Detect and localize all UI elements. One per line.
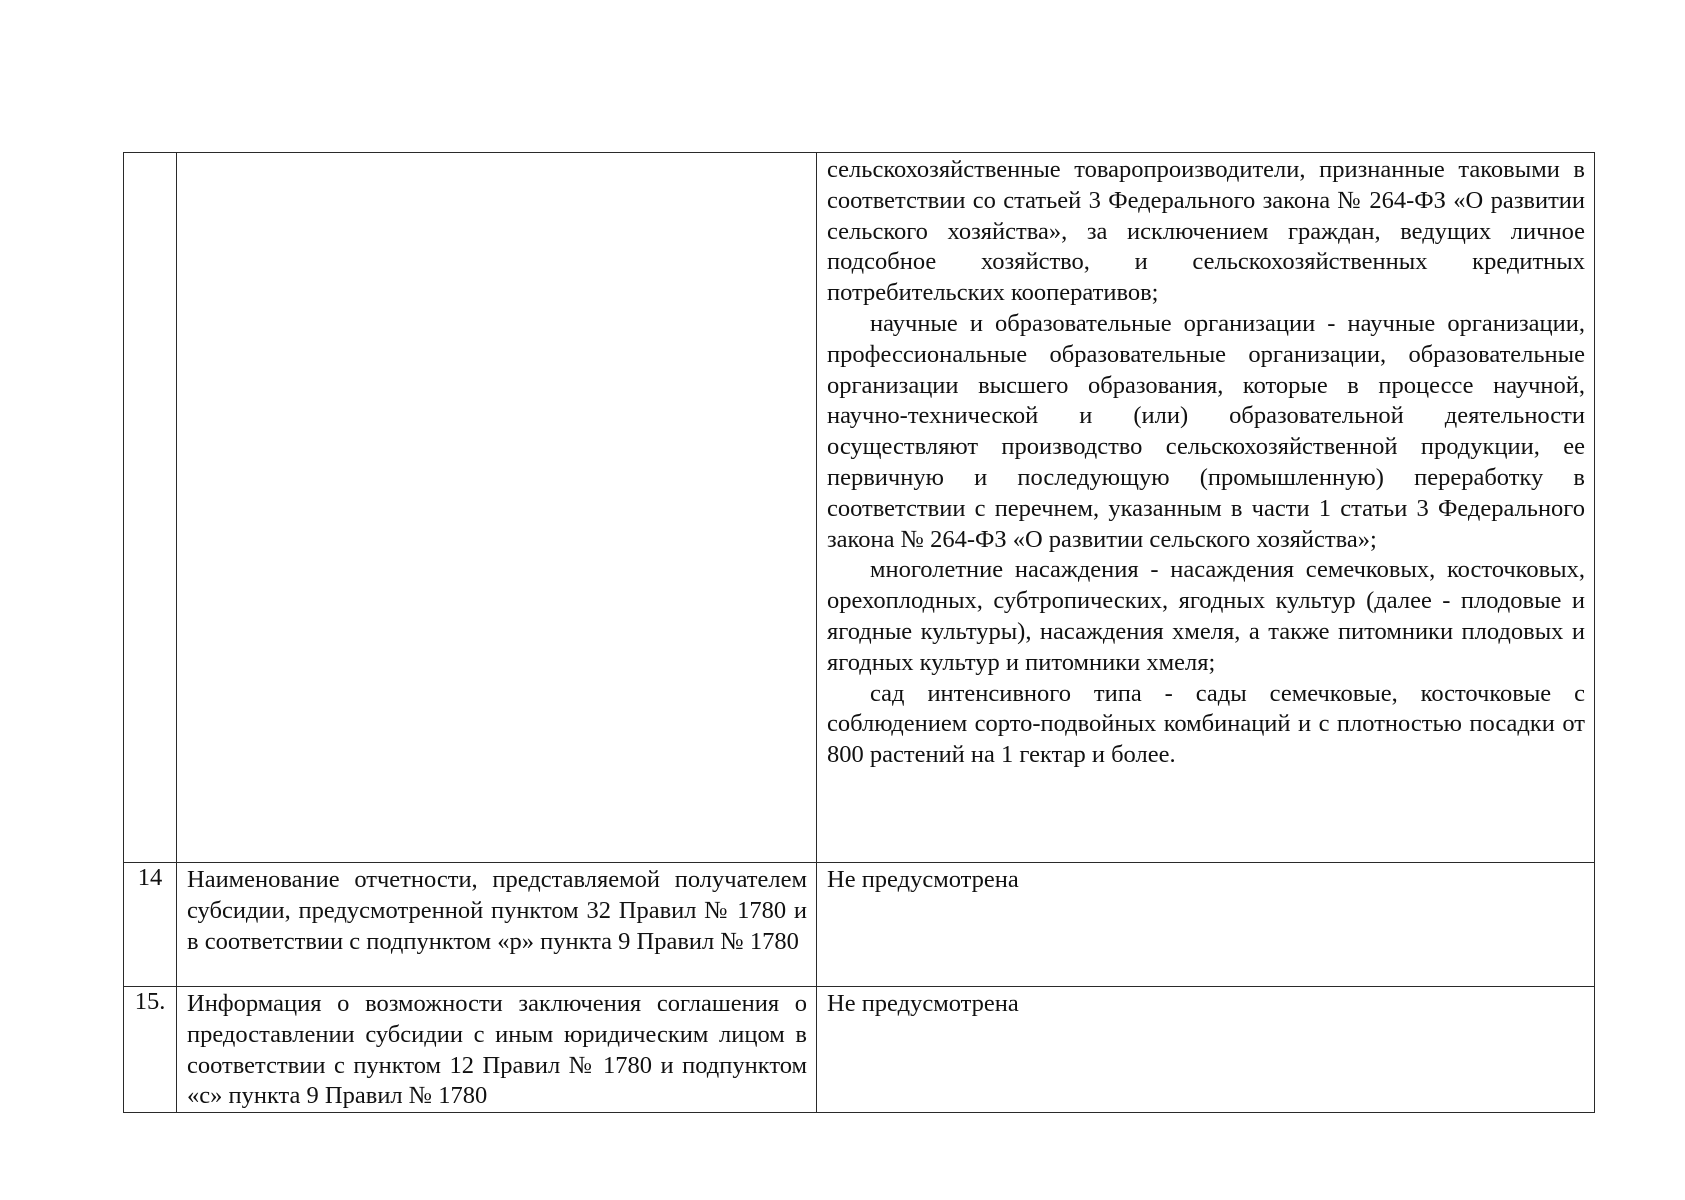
row-value-cell bbox=[817, 153, 1595, 863]
table-row bbox=[124, 153, 1595, 863]
row-number-cell bbox=[124, 153, 177, 863]
row-name-text: Информация о возможности заключения соглашения о предоставлении субсидии с иным юридическим лицом в соответствии с пунктом 12 Правил № 1780 и подпунктом «с» пункта 9 Правил № 1780 bbox=[187, 990, 807, 1110]
row-name-cell bbox=[177, 987, 817, 1113]
row-number-cell: 15. bbox=[124, 987, 177, 1113]
row-value-text bbox=[817, 153, 1594, 771]
row-value-text: Не предусмотрена bbox=[827, 990, 1019, 1017]
row-name-cell bbox=[177, 153, 817, 863]
row-value-cell bbox=[817, 863, 1595, 987]
subsidy-table bbox=[123, 152, 1595, 1113]
definition-paragraph: сад интенсивного типа - сады семечковые, косточковые с соблюдением сорто-подвойных комбинаций и с плотностью посадки от 800 растений на 1 гектар и более. bbox=[827, 679, 1585, 769]
definition-paragraph: сельскохозяйственные товаропроизводители, признанные таковыми в соответствии со статьей 3 Федерального закона № 264-ФЗ «О развитии сельского хозяйства», за исключением граждан, ведущих личное подсобное хозяйство, и сельскохозяйственных кредитных потребительских кооперативов; bbox=[827, 156, 1585, 307]
table-row bbox=[124, 863, 1595, 987]
table-row bbox=[124, 987, 1595, 1113]
row-name-text bbox=[177, 153, 816, 155]
row-name-cell bbox=[177, 863, 817, 987]
row-value-cell bbox=[817, 987, 1595, 1113]
definition-paragraph: многолетние насаждения - насаждения семечковых, косточковых, орехоплодных, субтропических, ягодных культур (далее - плодовые и ягодные культуры), насаждения хмеля, а также питомники плодовых и ягодных культур и питомники хмеля; bbox=[827, 556, 1585, 676]
definition-paragraph: научные и образовательные организации - научные организации, профессиональные образовательные организации, образовательные организации высшего образования, которые в процессе научной, научно-технической и (или) образовательной деятельности осуществляют производство сельскохозяйственной продукции, ее первичную и последующую (промышленную) переработку в соответствии с перечнем, указанным в части 1 статьи 3 Федерального закона № 264-ФЗ «О развитии сельского хозяйства»; bbox=[827, 309, 1585, 553]
row-name-text: Наименование отчетности, представляемой получателем субсидии, предусмотренной пунктом 32 Правил № 1780 и в соответствии с подпунктом «р» пункта 9 Правил № 1780 bbox=[187, 866, 807, 955]
row-number-cell: 14 bbox=[124, 863, 177, 987]
row-value-text: Не предусмотрена bbox=[827, 866, 1019, 893]
